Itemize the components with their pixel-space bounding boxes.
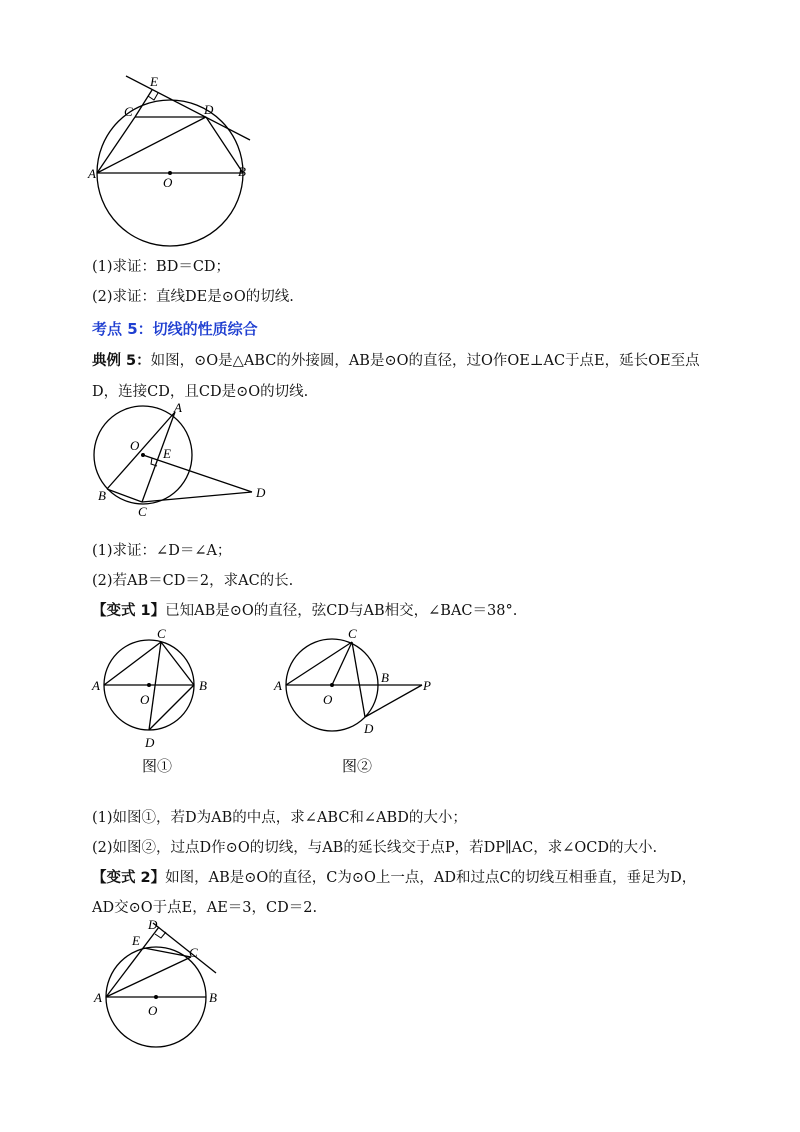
label-d: D xyxy=(204,102,214,117)
label-o: O xyxy=(130,438,140,453)
label-o: O xyxy=(140,692,150,707)
label-e: E xyxy=(132,933,140,948)
label-a: A xyxy=(174,400,182,415)
label-d: D xyxy=(145,735,155,750)
label-d: D xyxy=(256,485,266,500)
variant-1-label: 【变式 1】 xyxy=(92,603,166,619)
label-c: C xyxy=(348,626,357,641)
label-o: O xyxy=(148,1003,158,1018)
figure-variant-1-b xyxy=(270,625,450,785)
segment-ec xyxy=(144,948,191,957)
example-5-label: 典例 5： xyxy=(92,353,151,369)
chord-cd xyxy=(149,642,161,730)
label-d: D xyxy=(364,721,374,736)
variant-1-part-2: (2)如图②，过点D作⊙O的切线，与AB的延长线交于点P，若DP∥AC，求∠OCD的大小. xyxy=(92,840,658,856)
label-c: C xyxy=(124,104,133,119)
variant-2-text: 如图，AB是⊙O的直径，C为⊙O上一点，AD和过点C的切线互相垂直，垂足为D， xyxy=(165,870,697,886)
segment-ad xyxy=(97,117,206,173)
variant-2-line-1 xyxy=(92,866,696,887)
label-d: D xyxy=(148,917,158,932)
variant-2-line-2: AD交⊙O于点E，AE＝3，CD＝2. xyxy=(92,900,318,916)
example-5-part-2: (2)若AB＝CD＝2，求AC的长. xyxy=(92,573,294,589)
figure-circle-tangent-de xyxy=(80,70,270,250)
chord-cd xyxy=(352,642,365,717)
example-5-line-1 xyxy=(92,349,700,370)
center-dot xyxy=(154,995,158,999)
segment-od xyxy=(143,455,252,492)
tangent-line-de xyxy=(126,76,250,140)
tangent-dp xyxy=(365,685,422,717)
label-c: C xyxy=(189,945,198,960)
question-part-1: (1)求证：BD＝CD； xyxy=(92,259,231,275)
label-a: A xyxy=(92,678,100,693)
figure-caption-2: 图② xyxy=(342,759,373,775)
variant-1-line xyxy=(92,599,517,620)
label-a: A xyxy=(274,678,282,693)
center-dot xyxy=(330,683,334,687)
label-b: B xyxy=(199,678,207,693)
figure-caption-1: 图① xyxy=(142,759,173,775)
center-dot xyxy=(141,453,145,457)
question-part-2: (2)求证：直线DE是⊙O的切线. xyxy=(92,289,294,305)
label-c: C xyxy=(157,626,166,641)
label-b: B xyxy=(381,670,389,685)
label-o: O xyxy=(323,692,333,707)
variant-1-text: 已知AB是⊙O的直径，弦CD与AB相交，∠BAC＝38°. xyxy=(165,603,518,619)
section-title: 考点 5：切线的性质综合 xyxy=(92,320,258,338)
label-b: B xyxy=(209,990,217,1005)
variant-2-label: 【变式 2】 xyxy=(92,870,166,886)
center-dot xyxy=(147,683,151,687)
variant-1-part-1: (1)如图①，若D为AB的中点，求∠ABC和∠ABD的大小； xyxy=(92,810,467,826)
label-p: P xyxy=(423,678,431,693)
label-b: B xyxy=(98,488,106,503)
label-a: A xyxy=(94,990,102,1005)
example-5-line-2: D，连接CD，且CD是⊙O的切线. xyxy=(92,384,309,400)
label-o: O xyxy=(163,175,173,190)
label-a: A xyxy=(88,166,96,181)
figure-variant-2 xyxy=(80,915,240,1075)
figure-variant-1-a xyxy=(90,625,220,785)
example-5-text: 如图，⊙O是△ABC的外接圆，AB是⊙O的直径，过O作OE⊥AC于点E，延长OE至点 xyxy=(150,353,700,369)
tangent-cd xyxy=(142,492,252,502)
example-5-part-1: (1)求证：∠D＝∠A； xyxy=(92,543,232,559)
label-e: E xyxy=(163,446,171,461)
label-e: E xyxy=(150,74,158,89)
label-b: B xyxy=(238,164,246,179)
right-angle-mark xyxy=(155,932,166,938)
label-c: C xyxy=(138,504,147,519)
segment-ac xyxy=(104,642,161,685)
figure-example-5 xyxy=(80,400,280,520)
